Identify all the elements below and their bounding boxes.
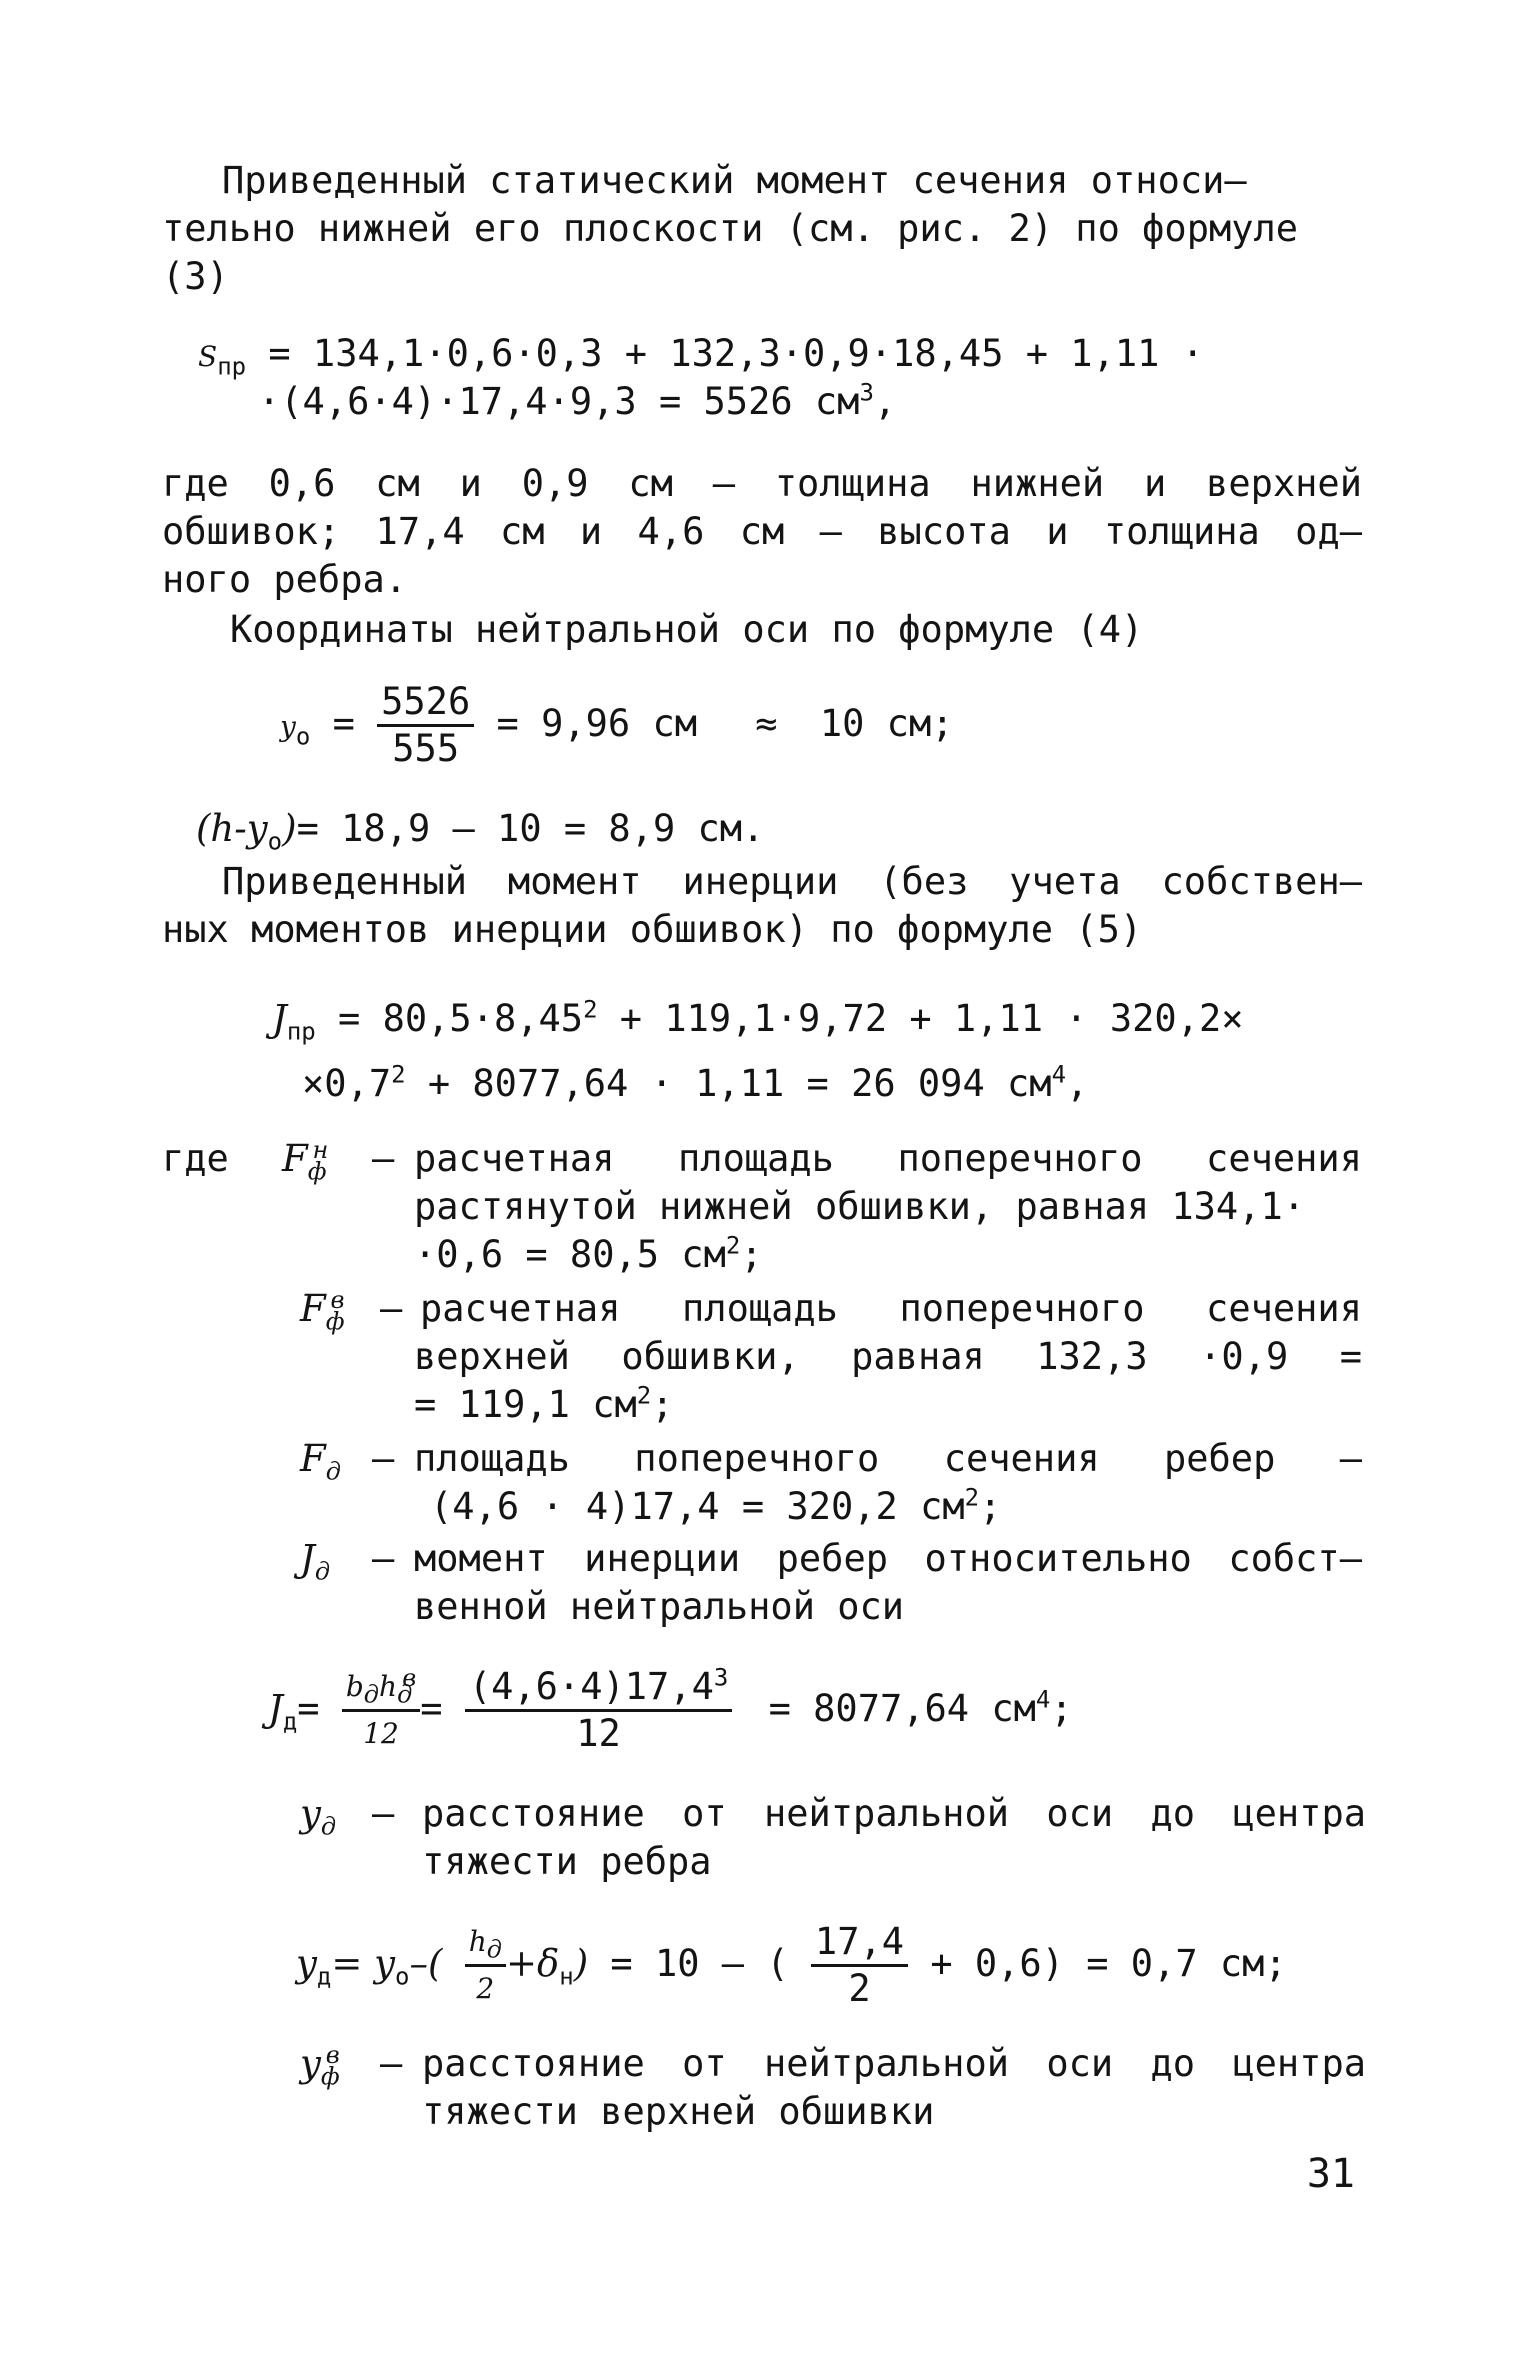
def-yd-l2: тяжести ребра <box>422 1840 712 1883</box>
def-fn-dash: – <box>372 1137 395 1180</box>
para1-line1: Приведенный статический момент сечения относи– <box>222 159 1247 202</box>
def-fd-sub: д <box>325 1457 341 1486</box>
def-fd-dash: – <box>372 1437 395 1480</box>
def-yf-l1: расстояние от нейтральной оси до центра <box>422 2042 1366 2085</box>
def-jd-l1: момент инерции ребер относительно собст– <box>414 1537 1362 1580</box>
para1-line2: тельно нижней его плоскости (см. рис. 2) по формуле <box>162 207 1299 250</box>
eq-yd-mid3: ) <box>573 1942 589 1985</box>
def-fn-l3 <box>414 1231 763 1279</box>
def-fn-l3-end: ; <box>740 1233 763 1276</box>
def-jd-symbol <box>300 1535 331 1586</box>
defs-where: где <box>162 1137 229 1180</box>
def-fd-l1: площадь поперечного сечения ребер – <box>414 1437 1362 1480</box>
eq-jd-f2-num-sup: 3 <box>713 1663 729 1692</box>
def-fd-l2-sup: 2 <box>964 1483 980 1512</box>
eq-y0-num: 5526 <box>377 680 474 727</box>
eq-jnp-line2-end: , <box>1066 1062 1089 1105</box>
page-number: 31 <box>1306 2151 1355 2197</box>
def-jd-dash: – <box>372 1537 395 1580</box>
eq-h-rhs: = 18,9 – 10 = 8,9 см. <box>296 807 765 850</box>
def-yd-dash: – <box>372 1792 395 1835</box>
def-fn-sym: F <box>282 1137 308 1180</box>
def-fv-dash: – <box>380 1287 403 1330</box>
eq-jd-frac1-num <box>342 1665 420 1712</box>
def-fn-symbol <box>282 1135 329 1186</box>
def-fv-l3-sup: 2 <box>636 1381 652 1410</box>
def-yd-l1: расстояние от нейтральной оси до центра <box>422 1792 1366 1835</box>
eq-yd-frac-den: 2 <box>848 1967 871 2010</box>
eq-yd-inner-num <box>465 1920 506 1967</box>
eq-yd-inner-frac <box>465 1920 506 2011</box>
def-fv-symbol <box>300 1285 345 1336</box>
eq-yd-inner-h: h <box>468 1925 487 1958</box>
eq-snp-line2-text: ·(4,6·4)·17,4·9,3 = 5526 см <box>258 380 860 423</box>
def-fd-l2-text: (4,6 · 4)17,4 = 320,2 см <box>430 1485 965 1528</box>
eq-jd-frac1-den: 12 <box>363 1717 399 1750</box>
eq-snp-line1 <box>198 330 1204 381</box>
eq-y0-den: 555 <box>392 727 460 770</box>
eq-jnp-line1-sup: 2 <box>583 995 598 1024</box>
eq-jd-f1-h: h <box>379 1670 398 1703</box>
def-yf-sub: ф <box>320 2062 340 2091</box>
eq-y0: $y_o$ = $\frac{5526}{555}$ = 9,96 см ≈ 10 см; <box>280 680 954 770</box>
def-fn-l3-text: ·0,6 = 80,5 см <box>414 1233 726 1276</box>
eq-yd-inner-h-sub: д <box>486 1935 502 1964</box>
eq-yd-mid2: –( <box>409 1942 443 1985</box>
eq-jd: $J_д=$ $\frac{b_дh_д^в}{12}$ = $\frac{(4,6\cdot 4)17,4^3}{12}$ = 8077,64 $см^4$; <box>268 1663 1073 1755</box>
eq-h-lhs-end: ) <box>282 807 297 850</box>
def-fd-l2-end: ; <box>979 1485 1002 1528</box>
eq-yd-rhs2: + 0,6) = 0,7 см; <box>930 1942 1287 1985</box>
def-yf-symbol <box>300 2040 340 2091</box>
eq-yd-frac <box>811 1920 908 2011</box>
eq-jd-rhs-sup: 4 <box>1035 1685 1051 1714</box>
def-yd-symbol <box>300 1790 337 1841</box>
eq-jd-rhs-end: ; <box>1050 1687 1073 1730</box>
def-fn-sub: ф <box>307 1157 327 1186</box>
para4-line1: Приведенный момент инерции (без учета собствен– <box>222 860 1362 903</box>
def-jd-sym: J <box>300 1537 315 1580</box>
eq-yd-mid-sub: o <box>395 1962 410 1991</box>
eq-jnp-line1 <box>272 995 1244 1046</box>
def-fv-l3-text: = 119,1 см <box>414 1383 637 1426</box>
eq-jd-frac2-den: 12 <box>576 1712 621 1755</box>
para4-line2: ных моментов инерции обшивок) по формуле (5) <box>162 908 1143 951</box>
eq-jnp-line2-sup: 2 <box>391 1060 406 1089</box>
eq-y0-rhs: = 9,96 см <box>496 702 697 745</box>
eq-jnp-line2 <box>302 1060 1088 1108</box>
eq-y0-approx: ≈ <box>755 702 778 745</box>
def-fd-l2 <box>430 1483 1001 1531</box>
eq-h-lhs: (h-y <box>196 807 268 850</box>
eq-yd-lhs-sub: д <box>316 1962 332 1991</box>
def-fn-l2: растянутой нижней обшивки, равная 134,1· <box>414 1185 1306 1228</box>
eq-yd-inner-den: 2 <box>476 1972 495 2005</box>
eq-jnp-line1a: = 80,5·8,45 <box>315 997 584 1040</box>
def-yf-l2: тяжести верхней обшивки <box>422 2090 935 2133</box>
eq-jd-f1-h-sup: в <box>402 1663 417 1692</box>
eq-snp-line1-text: = 134,1·0,6·0,3 + 132,3·0,9·18,45 + 1,11 · <box>246 332 1204 375</box>
def-fn-l1: расчетная площадь поперечного сечения <box>414 1137 1362 1180</box>
def-fv-sym: F <box>300 1287 326 1330</box>
eq-jnp-line2b: + 8077,64 · 1,11 = 26 094 см <box>405 1062 1052 1105</box>
eq-jd-rhs: = 8077,64 см <box>768 1687 1036 1730</box>
eq-jnp-line1b: + 119,1·9,72 + 1,11 · 320,2× <box>597 997 1244 1040</box>
eq-jd-frac1 <box>342 1665 420 1756</box>
eq-yd-mid: = y <box>331 1942 396 1985</box>
def-fv-sup: в <box>330 1285 345 1314</box>
def-jd-l2: венной нейтральной оси <box>414 1585 905 1628</box>
def-fv-l2: верхней обшивки, равная 132,3 ·0,9 = <box>414 1335 1362 1378</box>
eq-jd-lhs: J <box>268 1687 283 1730</box>
eq-yd-inner-plus-sub: н <box>559 1962 574 1991</box>
eq-jd-f1-h-sub: д <box>397 1680 413 1709</box>
def-yd-sym: y <box>300 1792 321 1835</box>
eq-jd-frac2 <box>465 1665 733 1756</box>
eq-h <box>196 805 765 856</box>
eq-snp-lhs-sub: пр <box>217 352 247 381</box>
para2-line2: обшивок; 17,4 см и 4,6 см – высота и толщина од– <box>162 510 1362 553</box>
eq-y0-lhs: y <box>280 710 296 743</box>
para3: Координаты нейтральной оси по формуле (4) <box>230 608 1144 651</box>
def-fd-symbol <box>300 1435 341 1486</box>
eq-yd <box>296 1920 1287 2011</box>
eq-jd-f1-b-sub: д <box>363 1680 380 1709</box>
def-fn-sup: н <box>312 1135 329 1164</box>
def-fd-sym: F <box>300 1437 326 1480</box>
eq-yd-rhs1: = 10 – ( <box>610 1942 789 1985</box>
eq-snp-lhs: S <box>198 340 218 373</box>
def-yf-dash: – <box>380 2042 403 2085</box>
para2-line3: ного ребра. <box>162 558 408 601</box>
eq-h-lhs-sub: o <box>267 827 283 856</box>
eq-snp-line2-sup: 3 <box>859 378 874 407</box>
eq-yd-inner-plus: +δ <box>505 1942 560 1985</box>
eq-yd-frac-num: 17,4 <box>811 1920 908 1967</box>
eq-jd-f1-b: b <box>345 1670 364 1703</box>
eq-jd-f2-num-text: (4,6·4)17,4 <box>468 1665 714 1708</box>
para1-line3: (3) <box>162 255 229 298</box>
eq-snp-line2 <box>258 378 896 426</box>
def-fn-l3-sup: 2 <box>725 1231 741 1260</box>
eq-y0-fraction <box>377 680 474 771</box>
eq-jnp-lhs-sub: пр <box>286 1017 316 1046</box>
def-fv-l3 <box>414 1381 674 1429</box>
def-yf-sym: y <box>300 2042 321 2085</box>
def-fv-l3-end: ; <box>651 1383 674 1426</box>
def-yd-sub: д <box>320 1812 337 1841</box>
eq-snp-line2-end: , <box>873 380 897 423</box>
def-fv-l1: расчетная площадь поперечного сечения <box>420 1287 1362 1330</box>
eq-y0-approx-val: 10 см; <box>819 702 954 745</box>
eq-y0-lhs-sub: o <box>295 722 311 751</box>
eq-jd-lhs-sub: д <box>282 1707 298 1736</box>
eq-jnp-line2a: ×0,7 <box>302 1062 392 1105</box>
eq-yd-lhs: y <box>296 1942 317 1985</box>
eq-jd-frac2-num <box>465 1665 733 1712</box>
eq-jnp-lhs: J <box>272 997 287 1040</box>
eq-jnp-line2-sup2: 4 <box>1051 1060 1067 1089</box>
para2-line1: где 0,6 см и 0,9 см – толщина нижней и верхней <box>162 462 1362 505</box>
def-yf-sup: в <box>325 2040 340 2069</box>
def-jd-sub: д <box>314 1557 331 1586</box>
def-fv-sub: ф <box>325 1307 345 1336</box>
